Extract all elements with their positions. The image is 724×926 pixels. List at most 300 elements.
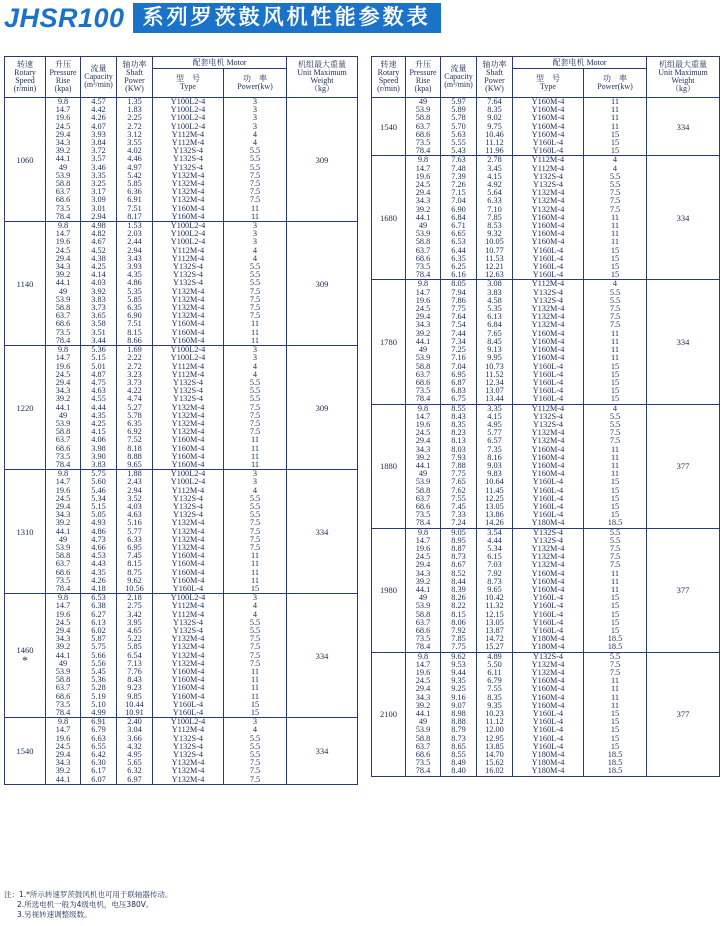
table-cell: Y132S-4 <box>153 619 224 627</box>
table-cell: 7.04 <box>441 363 477 371</box>
speed-header: 转速 Rotary Speed (r/min) <box>372 57 406 98</box>
table-cell: 6.16 <box>441 271 477 280</box>
table-cell: Y132M-4 <box>153 635 224 643</box>
table-cell: 73.5 <box>46 329 81 337</box>
table-cell: 11 <box>224 436 287 444</box>
table-cell: 5.35 <box>477 305 513 313</box>
table-cell: 49 <box>406 718 441 726</box>
table-cell: 15 <box>584 503 647 511</box>
table-cell: Y112M-4 <box>153 371 224 379</box>
table-cell: 63.7 <box>46 436 81 444</box>
table-cell: 5.5 <box>224 751 287 759</box>
table-cell: 6.95 <box>117 544 153 552</box>
table-cell: Y132M-4 <box>153 404 224 412</box>
table-cell: 49 <box>406 346 441 354</box>
table-cell: 7.5 <box>584 305 647 313</box>
table-cell: 18.5 <box>584 635 647 643</box>
weight-cell: 334 <box>287 718 358 785</box>
table-cell: 3.83 <box>81 296 117 304</box>
table-cell: 24.5 <box>406 553 441 561</box>
table-cell: 4.44 <box>477 537 513 545</box>
speed-cell: 1980 <box>372 528 406 652</box>
table-cell: Y132S-4 <box>153 627 224 635</box>
table-cell: 11 <box>584 354 647 362</box>
table-cell: 5.70 <box>441 123 477 131</box>
table-cell: 6.32 <box>117 767 153 775</box>
table-cell: Y160L-4 <box>513 735 584 743</box>
footnotes <box>4 890 172 920</box>
table-cell: 4.89 <box>477 652 513 661</box>
table-cell: Y100L2-4 <box>153 470 224 479</box>
table-cell: 9.8 <box>46 718 81 727</box>
table-cell: 8.75 <box>117 569 153 577</box>
table-cell: Y132M-4 <box>153 660 224 668</box>
shaft-power-header: 轴功率 Shaft Power (KW) <box>117 57 153 98</box>
table-cell: 63.7 <box>406 247 441 255</box>
table-row <box>372 528 720 537</box>
table-cell: 3.95 <box>117 619 153 627</box>
table-cell: Y132M-4 <box>153 528 224 536</box>
table-cell: 63.7 <box>406 619 441 627</box>
table-cell: 11 <box>224 445 287 453</box>
table-cell: 5.42 <box>117 172 153 180</box>
table-cell: 5.5 <box>224 164 287 172</box>
table-cell: 15 <box>584 131 647 139</box>
table-cell: 2.72 <box>117 363 153 371</box>
table-cell: Y132M-4 <box>153 643 224 651</box>
table-cell: 5.5 <box>224 379 287 387</box>
table-cell: 4 <box>224 602 287 610</box>
table-cell: 6.35 <box>441 255 477 263</box>
table-cell: 15 <box>584 395 647 404</box>
table-cell: 6.79 <box>81 726 117 734</box>
table-cell: Y132M-4 <box>513 661 584 669</box>
footnote: 2.所选电机一般为4级电机，电压380V。 <box>17 900 154 909</box>
table-cell: 7.88 <box>441 462 477 470</box>
table-cell: 68.6 <box>406 131 441 139</box>
table-cell: Y160L-4 <box>513 371 584 379</box>
table-cell: 6.35 <box>117 304 153 312</box>
table-cell: 3.98 <box>81 445 117 453</box>
table-cell: 5.5 <box>224 627 287 635</box>
table-cell: 4.86 <box>117 279 153 287</box>
table-cell: 11 <box>584 446 647 454</box>
table-cell: 15 <box>584 735 647 743</box>
table-cell: 7.5 <box>224 288 287 296</box>
table-cell: 14.7 <box>406 165 441 173</box>
table-cell: 3.73 <box>81 304 117 312</box>
table-cell: 5.87 <box>81 635 117 643</box>
table-cell: 6.71 <box>441 222 477 230</box>
table-cell: 39.2 <box>46 643 81 651</box>
table-row <box>5 98 358 107</box>
table-cell: 58.8 <box>406 114 441 122</box>
table-cell: Y132S-4 <box>513 652 584 661</box>
footnote: 注：1.*所示转速罗茨鼓风机也可用于联轴器传动。 <box>4 890 173 899</box>
table-cell: 4.92 <box>477 181 513 189</box>
table-cell: 5.43 <box>441 147 477 156</box>
table-cell: 7.5 <box>224 767 287 775</box>
table-cell: 11 <box>584 677 647 685</box>
table-cell: 9.32 <box>477 230 513 238</box>
table-cell: 8.35 <box>441 421 477 429</box>
table-cell: 4.52 <box>81 247 117 255</box>
table-cell: 19.6 <box>46 735 81 743</box>
table-cell: 11 <box>584 230 647 238</box>
table-cell: Y132M-4 <box>513 321 584 329</box>
table-cell: 78.4 <box>46 213 81 222</box>
table-cell: 9.75 <box>477 123 513 131</box>
table-cell: 10.42 <box>477 594 513 602</box>
table-cell: Y132M-4 <box>513 305 584 313</box>
table-cell: 11.12 <box>477 139 513 147</box>
table-cell: 34.3 <box>46 263 81 271</box>
table-cell: 9.8 <box>46 98 81 107</box>
table-cell: 7.34 <box>441 338 477 346</box>
table-cell: Y160M-4 <box>513 578 584 586</box>
table-cell: Y100L2-4 <box>153 222 224 231</box>
table-cell: 73.5 <box>46 577 81 585</box>
table-cell: 14.72 <box>477 635 513 643</box>
table-cell: 2.43 <box>117 478 153 486</box>
table-cell: Y160M-4 <box>513 354 584 362</box>
table-cell: Y100L2-4 <box>153 354 224 362</box>
table-cell: 11 <box>584 470 647 478</box>
table-cell: 8.45 <box>477 338 513 346</box>
table-cell: 4.95 <box>117 751 153 759</box>
table-cell: 63.7 <box>406 495 441 503</box>
table-cell: Y132S-4 <box>513 181 584 189</box>
table-cell: 49 <box>406 98 441 107</box>
table-cell: Y160M-4 <box>513 98 584 107</box>
table-cell: 4 <box>224 487 287 495</box>
table-cell: 44.1 <box>406 462 441 470</box>
table-cell: 3.35 <box>81 172 117 180</box>
table-cell: Y160M-4 <box>513 702 584 710</box>
table-cell: 63.7 <box>46 684 81 692</box>
table-cell: 24.5 <box>46 123 81 131</box>
table-cell: 7.5 <box>584 429 647 437</box>
table-cell: Y160M-4 <box>153 205 224 213</box>
table-cell: 73.5 <box>46 701 81 709</box>
table-cell: Y132S-4 <box>153 164 224 172</box>
table-cell: 4.38 <box>81 255 117 263</box>
table-cell: 5.50 <box>477 661 513 669</box>
table-cell: 5.77 <box>117 528 153 536</box>
table-cell: 5.5 <box>224 503 287 511</box>
table-cell: 68.6 <box>46 445 81 453</box>
table-cell: 68.6 <box>46 320 81 328</box>
weight-cell: 377 <box>647 528 720 652</box>
table-cell: Y160L-4 <box>513 495 584 503</box>
table-cell: 7.45 <box>117 552 153 560</box>
table-cell: 11 <box>584 338 647 346</box>
table-row <box>372 652 720 661</box>
table-cell: Y180M-4 <box>513 767 584 776</box>
table-cell: 6.91 <box>81 718 117 727</box>
table-cell: 4.86 <box>81 528 117 536</box>
table-cell: 24.5 <box>46 247 81 255</box>
weight-cell: 334 <box>647 280 720 404</box>
table-cell: Y160L-4 <box>513 255 584 263</box>
table-cell: 3.51 <box>81 329 117 337</box>
table-cell: 18.5 <box>584 519 647 528</box>
table-cell: 6.91 <box>117 196 153 204</box>
table-cell: 4.73 <box>81 536 117 544</box>
table-cell: 11 <box>224 320 287 328</box>
table-cell: 3.35 <box>477 404 513 413</box>
speed-cell: 1680 <box>372 156 406 280</box>
table-cell: 29.4 <box>406 437 441 445</box>
table-cell: 8.55 <box>441 751 477 759</box>
table-cell: 11 <box>224 552 287 560</box>
table-cell: Y160M-4 <box>153 337 224 346</box>
table-cell: 68.6 <box>406 379 441 387</box>
table-cell: 7.63 <box>441 156 477 165</box>
table-cell: Y160M-4 <box>153 560 224 568</box>
table-cell: 19.6 <box>46 363 81 371</box>
table-cell: 19.6 <box>46 487 81 495</box>
table-cell: 44.1 <box>406 338 441 346</box>
table-cell: 14.7 <box>406 413 441 421</box>
table-cell: 8.49 <box>441 759 477 767</box>
table-cell: 15 <box>584 511 647 519</box>
table-cell: 15 <box>224 701 287 709</box>
table-cell: 7.5 <box>224 536 287 544</box>
table-cell: 8.55 <box>441 404 477 413</box>
table-cell: 58.8 <box>46 676 81 684</box>
table-cell: 4.06 <box>81 436 117 444</box>
table-cell: 3 <box>224 346 287 355</box>
table-cell: 3.83 <box>81 461 117 470</box>
table-cell: 11 <box>584 222 647 230</box>
table-cell: Y132M-4 <box>153 296 224 304</box>
table-cell: 18.5 <box>584 759 647 767</box>
table-cell: 4.26 <box>81 114 117 122</box>
table-cell: Y160L-4 <box>513 487 584 495</box>
table-cell: 5.78 <box>441 114 477 122</box>
table-cell: 29.4 <box>46 503 81 511</box>
table-cell: Y160M-4 <box>513 238 584 246</box>
table-cell: 3.58 <box>81 320 117 328</box>
table-cell: Y160M-4 <box>153 320 224 328</box>
table-cell: Y160L-4 <box>513 619 584 627</box>
table-cell: Y100L2-4 <box>153 106 224 114</box>
table-cell: Y100L2-4 <box>153 230 224 238</box>
table-row <box>5 594 358 603</box>
table-cell: 7.5 <box>224 660 287 668</box>
table-cell: Y160L-4 <box>153 709 224 718</box>
table-cell: 3.83 <box>477 289 513 297</box>
table-row <box>372 404 720 413</box>
table-cell: 63.7 <box>46 312 81 320</box>
table-cell: 39.2 <box>406 206 441 214</box>
table-cell: 14.7 <box>406 289 441 297</box>
table-cell: 11 <box>584 685 647 693</box>
table-cell: Y100L2-4 <box>153 718 224 727</box>
table-cell: 3 <box>224 114 287 122</box>
table-cell: 8.73 <box>441 553 477 561</box>
table-cell: 68.6 <box>406 255 441 263</box>
capacity-header: 流量 Capacity (m³/min) <box>441 57 477 98</box>
table-cell: 5.5 <box>224 147 287 155</box>
table-cell: 10.46 <box>477 131 513 139</box>
table-cell: 2.78 <box>477 156 513 165</box>
table-cell: 12.00 <box>477 726 513 734</box>
table-cell: 6.54 <box>117 652 153 660</box>
motor-power-header: 功 率 Power(kw) <box>224 69 287 98</box>
table-cell: 11 <box>584 330 647 338</box>
table-cell: 10.77 <box>477 247 513 255</box>
table-cell: 9.13 <box>477 346 513 354</box>
table-cell: Y160M-4 <box>513 222 584 230</box>
table-cell: 6.83 <box>441 387 477 395</box>
table-cell: 5.5 <box>224 743 287 751</box>
table-cell: Y160L-4 <box>513 602 584 610</box>
table-cell: 7.5 <box>224 404 287 412</box>
table-cell: 63.7 <box>46 188 81 196</box>
table-cell: 4.66 <box>81 544 117 552</box>
table-cell: 15 <box>584 710 647 718</box>
table-cell: 7.65 <box>477 330 513 338</box>
table-cell: Y132M-4 <box>153 412 224 420</box>
table-cell: 4 <box>224 726 287 734</box>
table-cell: Y132S-4 <box>153 271 224 279</box>
weight-cell: 309 <box>287 346 358 470</box>
table-cell: 5.5 <box>584 528 647 537</box>
table-cell: 15 <box>584 487 647 495</box>
table-cell: 9.8 <box>46 470 81 479</box>
table-cell: Y100L2-4 <box>153 114 224 122</box>
table-cell: 4.26 <box>81 577 117 585</box>
table-cell: 1.53 <box>117 222 153 231</box>
table-cell: 4.98 <box>81 222 117 231</box>
table-cell: 5.5 <box>584 421 647 429</box>
table-cell: 39.2 <box>46 395 81 403</box>
table-cell: 3 <box>224 230 287 238</box>
table-cell: 4.46 <box>117 155 153 163</box>
table-cell: 19.6 <box>46 114 81 122</box>
table-cell: 6.79 <box>477 677 513 685</box>
table-cell: 13.44 <box>477 395 513 404</box>
table-cell: 8.23 <box>441 429 477 437</box>
table-cell: 7.5 <box>224 428 287 436</box>
table-cell: Y132M-4 <box>153 188 224 196</box>
motor-power-header: 功 率 Power(kw) <box>584 69 647 98</box>
table-cell: Y160L-4 <box>513 503 584 511</box>
table-cell: 8.73 <box>441 735 477 743</box>
table-cell: 8.87 <box>441 545 477 553</box>
table-cell: Y132M-4 <box>153 519 224 527</box>
table-cell: 19.6 <box>406 421 441 429</box>
table-cell: 3.84 <box>81 139 117 147</box>
table-cell: 9.03 <box>477 462 513 470</box>
table-cell: Y132S-4 <box>513 289 584 297</box>
table-cell: 15 <box>584 147 647 156</box>
table-cell: Y160L-4 <box>513 743 584 751</box>
table-cell: Y132M-4 <box>513 545 584 553</box>
table-cell: Y100L2-4 <box>153 346 224 355</box>
table-cell: 5.55 <box>441 139 477 147</box>
table-cell: 9.07 <box>441 702 477 710</box>
table-cell: 7.5 <box>224 172 287 180</box>
table-cell: 4 <box>224 363 287 371</box>
table-cell: Y132M-4 <box>153 652 224 660</box>
table-cell: 3.42 <box>117 611 153 619</box>
table-cell: 5.34 <box>477 545 513 553</box>
table-cell: 7.5 <box>584 189 647 197</box>
table-cell: 11 <box>584 578 647 586</box>
table-cell: Y160M-4 <box>513 694 584 702</box>
weight-header: 机组最大重量 Unit Maximum Weight （kg） <box>287 57 358 98</box>
table-cell: 14.7 <box>46 478 81 486</box>
table-cell: 5.5 <box>584 537 647 545</box>
table-cell: 5.5 <box>224 511 287 519</box>
table-cell: 7.5 <box>224 420 287 428</box>
table-cell: Y132M-4 <box>153 288 224 296</box>
table-cell: 5.89 <box>441 106 477 114</box>
table-cell: 8.16 <box>477 454 513 462</box>
table-row <box>372 280 720 289</box>
table-cell: 3 <box>224 478 287 486</box>
table-cell: 6.97 <box>117 776 153 785</box>
table-cell: 6.33 <box>117 536 153 544</box>
table-cell: 44.1 <box>46 528 81 536</box>
table-cell: 5.5 <box>584 652 647 661</box>
table-cell: 8.40 <box>441 767 477 776</box>
table-cell: 11 <box>224 668 287 676</box>
table-cell: 5.36 <box>81 346 117 355</box>
table-cell: 3 <box>224 470 287 479</box>
table-cell: 6.42 <box>81 751 117 759</box>
table-cell: Y112M-4 <box>153 487 224 495</box>
table-cell: Y132M-4 <box>153 536 224 544</box>
table-row <box>5 346 358 355</box>
table-cell: 8.53 <box>477 222 513 230</box>
table-cell: Y132M-4 <box>153 759 224 767</box>
table-cell: 34.3 <box>406 197 441 205</box>
table-cell: 9.85 <box>117 693 153 701</box>
table-cell: 4.25 <box>81 263 117 271</box>
table-cell: 1.35 <box>117 98 153 107</box>
table-cell: 2.40 <box>117 718 153 727</box>
table-cell: 18.5 <box>584 751 647 759</box>
motor-type-header: 型 号 Type <box>153 69 224 98</box>
table-cell: 53.9 <box>46 172 81 180</box>
table-cell: Y160M-4 <box>153 676 224 684</box>
motor-header: 配套电机 Motor <box>513 57 647 69</box>
table-cell: Y132M-4 <box>153 180 224 188</box>
table-cell: 6.65 <box>441 230 477 238</box>
table-cell: 19.6 <box>406 545 441 553</box>
table-cell: 15 <box>584 371 647 379</box>
table-cell: 78.4 <box>406 767 441 776</box>
table-cell: 7.5 <box>584 437 647 445</box>
table-cell: 68.6 <box>46 569 81 577</box>
table-cell: 8.73 <box>477 578 513 586</box>
table-cell: 7.5 <box>224 652 287 660</box>
table-cell: 7.39 <box>441 173 477 181</box>
table-cell: 15 <box>584 263 647 271</box>
table-cell: 11 <box>584 346 647 354</box>
table-cell: 8.05 <box>441 280 477 289</box>
table-cell: 34.3 <box>46 139 81 147</box>
table-cell: 7.5 <box>224 196 287 204</box>
table-cell: 8.18 <box>117 445 153 453</box>
table-cell: Y132S-4 <box>513 413 584 421</box>
table-cell: 68.6 <box>46 693 81 701</box>
table-cell: 9.83 <box>477 470 513 478</box>
